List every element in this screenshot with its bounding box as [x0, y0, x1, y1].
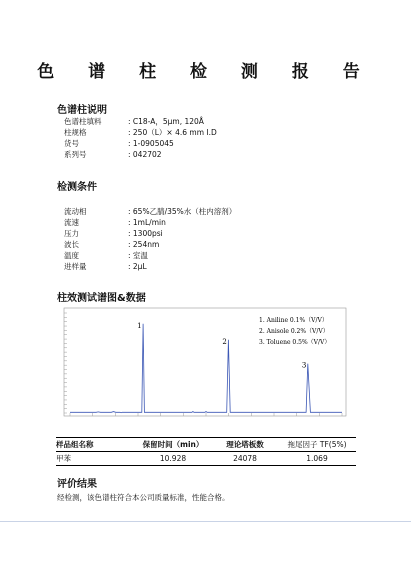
chromatogram-heading: 柱效测试谱图&数据	[57, 293, 146, 304]
page-title: 色 谱 柱 检 测 报 告	[37, 62, 374, 82]
peak-label: 2	[222, 337, 227, 346]
column-info-heading: 色谱柱说明	[57, 105, 107, 116]
cell-plates: 24078	[212, 452, 278, 466]
cell-retention: 10.928	[134, 452, 212, 466]
col-header-plates: 理论塔板数	[212, 438, 278, 452]
legend-entry: 1. Aniline 0.1%（V/V）	[259, 317, 328, 324]
row-label: 货号	[64, 139, 79, 148]
table-header-row	[56, 438, 356, 452]
legend-entry: 2. Anisole 0.2%（V/V）	[259, 328, 329, 335]
y-axis-ticks	[64, 313, 67, 413]
cell-sample: 甲苯	[56, 452, 134, 466]
row-label: 系列号	[64, 150, 87, 159]
row-value: : 042702	[128, 150, 162, 159]
results-table	[56, 437, 356, 466]
row-label: 流速	[64, 218, 79, 227]
evaluation-heading: 评价结果	[57, 479, 97, 490]
row-value: : 1mL/min	[128, 218, 166, 227]
row-label: 柱规格	[64, 128, 87, 137]
row-label: 温度	[64, 251, 79, 260]
row-value: : 65%乙腈/35%水（柱内溶剂）	[128, 207, 237, 216]
chromatogram-chart	[60, 307, 350, 420]
row-label: 流动相	[64, 207, 87, 216]
row-label: 进样量	[64, 262, 87, 271]
table-row	[56, 452, 356, 466]
col-header-sample: 样品组名称	[56, 438, 134, 452]
conditions-heading: 检测条件	[57, 182, 97, 193]
row-value: : C18-A，5μm, 120Å	[128, 117, 204, 126]
col-header-tailing: 拖尾因子 TF(5%)	[278, 438, 356, 452]
row-label: 色谱柱填料	[64, 117, 102, 126]
row-label: 压力	[64, 229, 79, 238]
row-value: : 室温	[128, 251, 148, 260]
row-value: : 1300psi	[128, 229, 163, 238]
cell-tailing: 1.069	[278, 452, 356, 466]
x-axis-ticks	[70, 413, 342, 416]
peak-label: 1	[137, 321, 142, 330]
col-header-retention: 保留时间（min）	[134, 438, 212, 452]
peak-label: 3	[301, 361, 307, 370]
chart-legend	[259, 317, 330, 346]
legend-entry: 3. Toluene 0.5%（V/V）	[259, 339, 331, 346]
row-value: : 250（L）× 4.6 mm I.D	[128, 128, 217, 137]
row-value: : 1-0905045	[128, 139, 174, 148]
row-label: 波长	[64, 240, 79, 249]
footer-divider	[0, 521, 411, 522]
row-value: : 254nm	[128, 240, 160, 249]
row-value: : 2μL	[128, 262, 147, 271]
evaluation-text: 经检测，该色谱柱符合本公司质量标准，性能合格。	[57, 493, 230, 502]
